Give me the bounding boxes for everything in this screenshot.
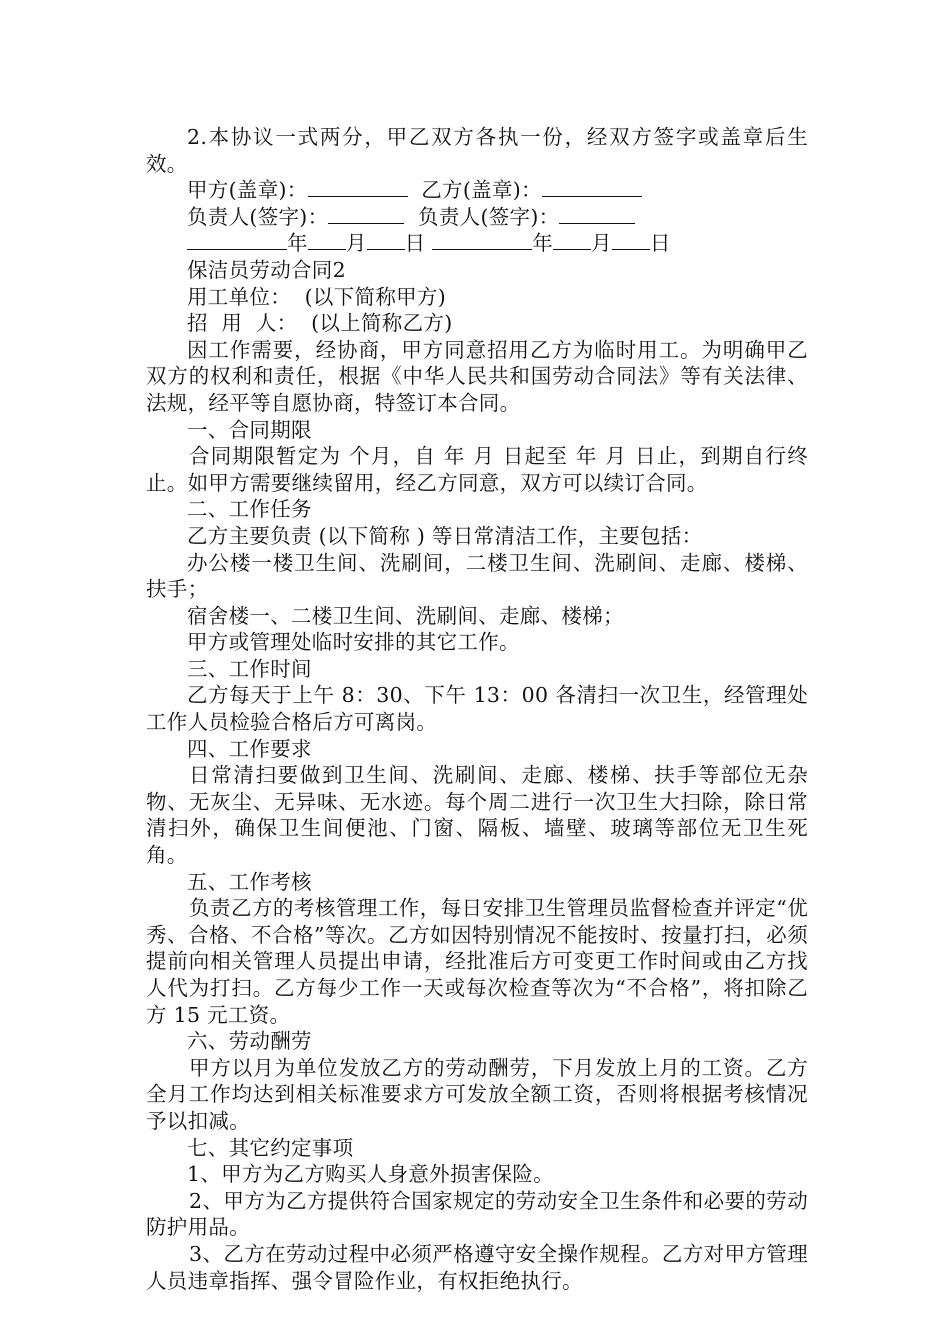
year-a-blank <box>187 248 287 250</box>
section-5-heading: 五、工作考核 <box>187 869 312 894</box>
day-b-blank <box>612 248 650 250</box>
section-7-item: 1、甲方为乙方购买人身意外损害保险。 <box>187 1162 554 1187</box>
party-b-rep-label: 负责人(签字)： <box>418 204 560 229</box>
section-3-paragraph: 乙方每天于上午 8：30、下午 13：00 各清扫一次卫生，经管理处工作人员检验合格后方可离岗。 <box>146 683 808 735</box>
year-b-label: 年 <box>532 231 554 256</box>
party-a-rep-blank <box>328 222 404 224</box>
representative-line <box>146 204 808 231</box>
section-7-item: 3、乙方在劳动过程中必须严格遵守安全操作规程。乙方对甲方管理人员违章指挥、强令冒险作业，有权拒绝执行。 <box>146 1241 808 1293</box>
section-4-paragraph: 日常清扫要做到卫生间、洗刷间、走廊、楼梯、扶手等部位无杂物、无灰尘、无异味、无水迹。每个周二进行一次卫生大扫除，除日常清扫外，确保卫生间便池、门窗、隔板、墙壁、玻璃等部位无卫生死角。 <box>146 763 808 868</box>
year-a-label: 年 <box>287 231 308 256</box>
contract-2-title: 保洁员劳动合同2 <box>187 257 346 282</box>
day-a-label: 日 <box>404 231 426 256</box>
section-6-paragraph: 甲方以月为单位发放乙方的劳动酬劳，下月发放上月的工资。乙方全月工作均达到相关标准要求方可发放全额工资，否则将根据考核情况予以扣减。 <box>146 1055 808 1133</box>
day-a-blank <box>367 248 405 250</box>
section-2-paragraph: 乙方主要负责 (以下简称 ) 等日常清洁工作，主要包括： <box>187 523 703 548</box>
month-b-label: 月 <box>591 231 612 256</box>
section-2-paragraph: 办公楼一楼卫生间、洗刷间，二楼卫生间、洗刷间、走廊、楼梯、扶手； <box>146 550 808 602</box>
party-b-seal-blank <box>542 195 642 197</box>
document-body <box>146 124 808 1294</box>
party-b-rep-blank <box>559 222 635 224</box>
section-2-paragraph: 甲方或管理处临时安排的其它工作。 <box>187 630 520 655</box>
section-4-heading: 四、工作要求 <box>187 736 312 761</box>
intro-paragraph: 因工作需要，经协商，甲方同意招用乙方为临时用工。为明确甲乙双方的权利和责任，根据《中华人民共和国劳动合同法》等有关法律、法规，经平等自愿协商，特签订本合同。 <box>146 337 808 415</box>
section-7-heading: 七、其它约定事项 <box>187 1135 354 1160</box>
seal-line <box>146 177 808 204</box>
party-a-seal-label: 甲方(盖章)： <box>187 178 308 203</box>
section-2-heading: 二、工作任务 <box>187 497 312 522</box>
year-b-blank <box>432 248 532 250</box>
party-b-seal-label: 乙方(盖章)： <box>421 178 542 203</box>
day-b-label: 日 <box>649 231 671 256</box>
employee-line: 招 用 人： (以上简称乙方) <box>187 311 453 336</box>
party-a-seal-blank <box>308 195 408 197</box>
section-3-heading: 三、工作时间 <box>187 656 312 681</box>
clause-2-effect: 2.本协议一式两分，甲乙双方各执一份，经双方签字或盖章后生效。 <box>146 125 808 176</box>
employer-line: 用工单位： (以下简称甲方) <box>187 284 447 309</box>
month-b-blank <box>553 248 591 250</box>
month-a-label: 月 <box>345 231 367 256</box>
party-a-rep-label: 负责人(签字)： <box>187 204 329 229</box>
section-7-item: 2、甲方为乙方提供符合国家规定的劳动安全卫生条件和必要的劳动防护用品。 <box>146 1188 808 1240</box>
section-1-paragraph: 合同期限暂定为 个月，自 年 月 日起至 年 月 日止，到期自行终止。如甲方需要继续留用，经乙方同意，双方可以续订合同。 <box>146 444 808 495</box>
month-a-blank <box>308 248 346 250</box>
section-6-heading: 六、劳动酬劳 <box>187 1029 312 1054</box>
section-1-heading: 一、合同期限 <box>187 417 312 442</box>
section-2-paragraph: 宿舍楼一、二楼卫生间、洗刷间、走廊、楼梯； <box>187 603 624 628</box>
date-line <box>146 230 808 257</box>
section-5-paragraph: 负责乙方的考核管理工作，每日安排卫生管理员监督检查并评定“优秀、合格、不合格”等次。乙方如因特别情况不能按时、按量打扫，必须提前向相关管理人员提出申请，经批准后方可变更工作时间或由乙方找人代为打扫。乙方每少工作一天或每次检查等次为“不合格”，将扣除乙方 15 元工资。 <box>146 896 808 1027</box>
